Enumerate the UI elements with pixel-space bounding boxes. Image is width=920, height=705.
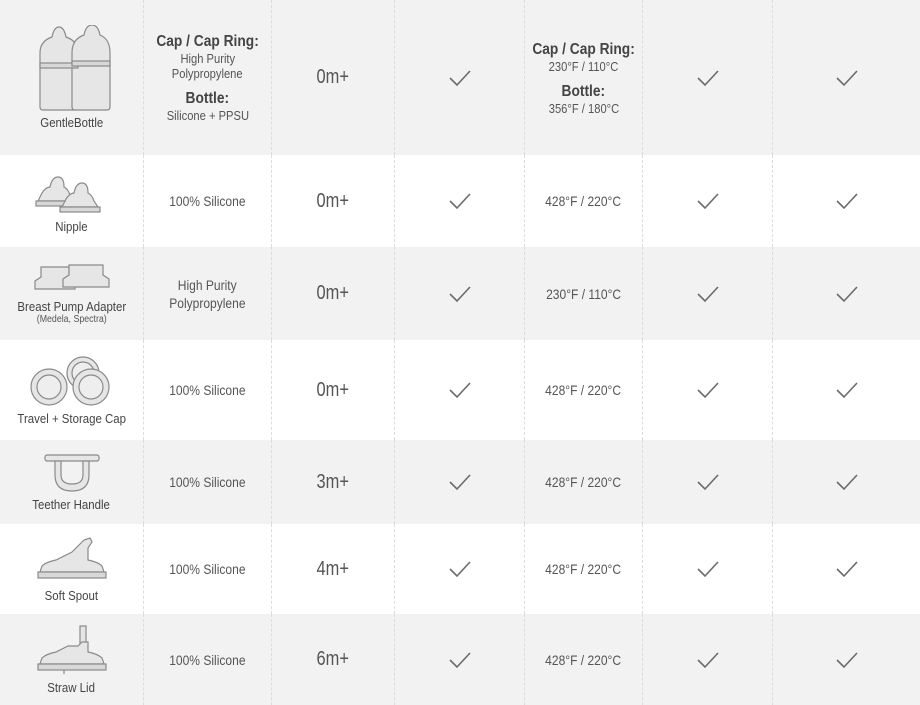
check-cell: [395, 614, 525, 705]
check-icon: [696, 651, 720, 669]
material-cell: [144, 0, 272, 155]
soft-spout-icon: [34, 536, 110, 584]
material-line: Polypropylene: [169, 294, 246, 311]
material-cell: [144, 247, 272, 340]
material-cell: [144, 614, 272, 705]
material-cell: [144, 524, 272, 614]
check-cell: [395, 524, 525, 614]
product-cell: [0, 247, 144, 340]
material-bottle-heading: Bottle:: [185, 90, 230, 107]
check-icon: [835, 651, 859, 669]
product-name: Soft Spout: [44, 587, 99, 603]
check-cell: [773, 614, 920, 705]
check-icon: [448, 651, 472, 669]
product-cell: [0, 524, 144, 614]
check-cell: [395, 155, 525, 247]
material-line: High Purity: [178, 276, 237, 293]
check-icon: [448, 473, 472, 491]
age-value: 0m+: [316, 66, 350, 88]
check-cell: [395, 0, 525, 155]
product-cell: [0, 440, 144, 524]
age-value: 0m+: [316, 282, 350, 304]
material-value: 100% Silicone: [169, 561, 246, 577]
product-name: Teether Handle: [32, 496, 111, 512]
temp-cell: [525, 614, 643, 705]
product-cell: [0, 155, 144, 247]
temp-value: 428°F / 220°C: [545, 651, 622, 668]
table-row: [0, 524, 920, 614]
temp-cell: [525, 340, 643, 440]
check-cell: [643, 0, 773, 155]
temp-cell: [525, 155, 643, 247]
table-row: [0, 340, 920, 440]
check-icon: [696, 381, 720, 399]
check-icon: [448, 381, 472, 399]
check-icon: [696, 285, 720, 303]
material-cell: [144, 340, 272, 440]
check-icon: [696, 192, 720, 210]
product-cell: [0, 340, 144, 440]
product-cell: [0, 614, 144, 705]
temp-cell: [525, 247, 643, 340]
age-cell: [272, 440, 395, 524]
check-cell: [643, 614, 773, 705]
temp-value: 428°F / 220°C: [545, 474, 622, 490]
check-icon: [835, 192, 859, 210]
material-cap-heading: Cap / Cap Ring:: [156, 33, 259, 50]
age-cell: [272, 0, 395, 155]
temp-cell: [525, 524, 643, 614]
material-value: 100% Silicone: [169, 474, 246, 490]
check-cell: [773, 340, 920, 440]
pump-adapter-icon: [31, 263, 113, 295]
temp-value: 428°F / 220°C: [545, 382, 622, 398]
material-value: 100% Silicone: [169, 651, 246, 668]
check-icon: [835, 381, 859, 399]
age-value: 6m+: [316, 648, 350, 670]
nipple-icon: [32, 169, 112, 215]
straw-lid-icon: [34, 624, 110, 676]
temp-value: 428°F / 220°C: [545, 561, 622, 577]
check-icon: [835, 69, 859, 87]
age-cell: [272, 614, 395, 705]
check-cell: [773, 0, 920, 155]
check-cell: [643, 524, 773, 614]
bottles-icon: [32, 25, 112, 111]
age-value: 0m+: [316, 378, 350, 401]
check-icon: [696, 69, 720, 87]
check-cell: [395, 440, 525, 524]
check-icon: [835, 560, 859, 578]
temp-bottle-value: 356°F / 180°C: [548, 100, 619, 116]
check-icon: [696, 560, 720, 578]
check-cell: [773, 524, 920, 614]
temp-value: 230°F / 110°C: [545, 285, 622, 302]
check-cell: [643, 440, 773, 524]
check-cell: [643, 340, 773, 440]
product-name: Travel + Storage Cap: [17, 410, 126, 426]
age-cell: [272, 524, 395, 614]
table-row: [0, 247, 920, 340]
material-value: 100% Silicone: [169, 193, 246, 209]
check-icon: [696, 473, 720, 491]
check-cell: [395, 247, 525, 340]
table-row: [0, 155, 920, 247]
check-cell: [395, 340, 525, 440]
storage-cap-icon: [27, 355, 117, 407]
check-icon: [448, 560, 472, 578]
age-cell: [272, 247, 395, 340]
material-cell: [144, 440, 272, 524]
temp-cap-heading: Cap / Cap Ring:: [532, 40, 635, 58]
material-bottle-value: Silicone + PPSU: [166, 108, 249, 123]
material-cap-line: High Purity: [180, 51, 235, 66]
teether-handle-icon: [41, 453, 103, 493]
product-name: Nipple: [55, 218, 88, 234]
temp-cell: [525, 440, 643, 524]
material-cell: [144, 155, 272, 247]
product-name: Breast Pump Adapter: [17, 298, 126, 314]
product-name: Straw Lid: [47, 680, 96, 695]
table-row: [0, 0, 920, 155]
temp-bottle-heading: Bottle:: [561, 82, 606, 100]
check-icon: [448, 285, 472, 303]
age-cell: [272, 340, 395, 440]
temp-cell: [525, 0, 643, 155]
material-cap-line: Polypropylene: [172, 66, 243, 81]
table-row: [0, 440, 920, 524]
product-compat: (Medela, Spectra): [36, 313, 107, 325]
check-cell: [643, 247, 773, 340]
table-row: [0, 614, 920, 705]
product-cell: [0, 0, 144, 155]
age-value: 0m+: [316, 189, 350, 212]
age-value: 3m+: [316, 470, 350, 493]
check-cell: [773, 440, 920, 524]
product-name: GentleBottle: [40, 115, 103, 130]
check-icon: [448, 192, 472, 210]
check-icon: [835, 285, 859, 303]
temp-value: 428°F / 220°C: [545, 193, 622, 209]
check-icon: [448, 69, 472, 87]
check-cell: [773, 247, 920, 340]
check-cell: [643, 155, 773, 247]
check-icon: [835, 473, 859, 491]
age-cell: [272, 155, 395, 247]
material-value: 100% Silicone: [169, 382, 246, 398]
temp-cap-value: 230°F / 110°C: [548, 58, 619, 74]
check-cell: [773, 155, 920, 247]
age-value: 4m+: [316, 557, 350, 580]
